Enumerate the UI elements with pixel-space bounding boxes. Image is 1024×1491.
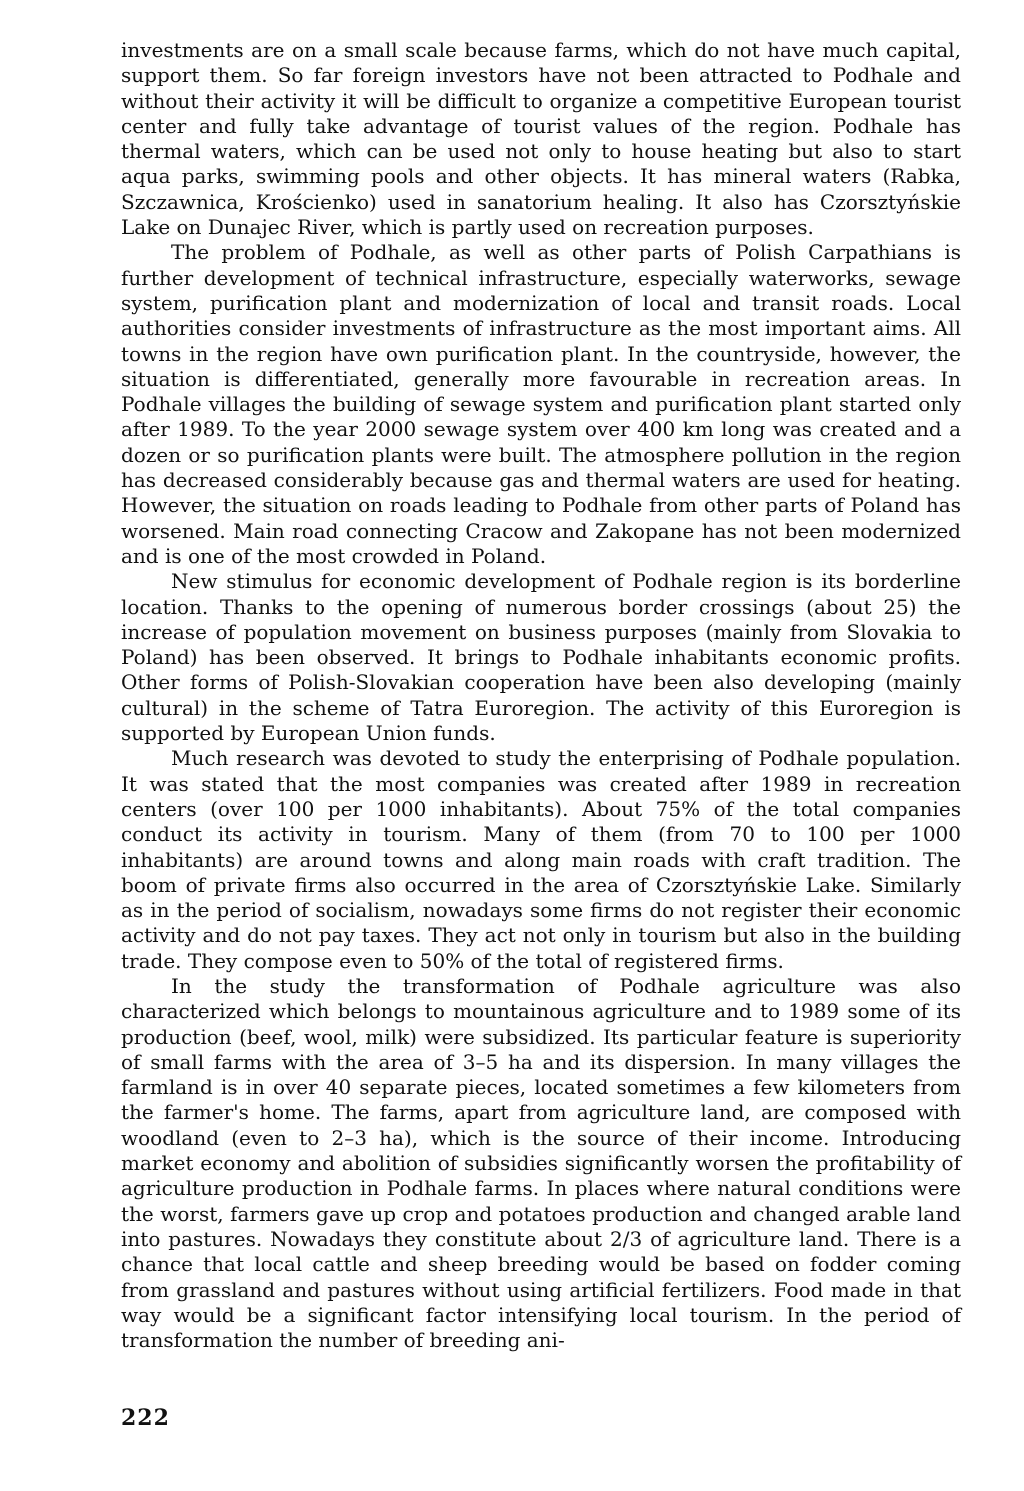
- paragraph-infrastructure-investment: investments are on a small scale because farms, which do not have much capital, support them. So far foreign investors have not been attracted to Podhale and without their activity it will be difficult to organize a competitive European tourist center and fully take advantage of tourist values of the region. Podhale has thermal waters, which can be used not only to house heating but also to start aqua parks, swimming pools and other objects. It has mineral waters (Rabka, Szczawnica, Krościenko) used in sanatorium healing. It also has Czorsztyńskie Lake on Dunajec River, which is partly used on recreation purposes.: [121, 38, 961, 240]
- paragraph-borderline-location: New stimulus for economic development of Podhale region is its borderline location. Thanks to the opening of numerous border crossings (about 25) the increase of population movement on business purposes (mainly from Slovakia to Poland) has been observed. It brings to Podhale inhabitants economic profits. Other forms of Polish-Slovakian cooperation have been also developing (mainly cultural) in the scheme of Tatra Euroregion. The activity of this Euroregion is supported by European Union funds.: [121, 569, 961, 746]
- paragraph-agriculture-transformation: In the study the transformation of Podhale agriculture was also characterized which belongs to mountainous agriculture and to 1989 some of its production (beef, wool, milk) were subsidized. Its particular feature is superiority of small farms with the area of 3–5 ha and its dispersion. In many villages the farmland is in over 40 separate pieces, located sometimes a few kilometers from the farmer's home. The farms, apart from agriculture land, are composed with woodland (even to 2–3 ha), which is the source of their income. Introducing market economy and abolition of subsidies significantly worsen the profitability of agriculture production in Podhale farms. In places where natural conditions were the worst, farmers gave up crop and potatoes production and changed arable land into pastures. Nowadays they constitute about 2/3 of agriculture land. There is a chance that local cattle and sheep breeding would be based on fodder coming from grassland and pastures without using artificial fertilizers. Food made in that way would be a significant factor intensifying local tourism. In the period of transformation the number of breeding ani-: [121, 973, 961, 1353]
- paragraph-enterprising-population: Much research was devoted to study the enterprising of Podhale population. It was stated that the most companies was created after 1989 in recreation centers (over 100 per 1000 inhabitants). About 75% of the total companies conduct its activity in tourism. Many of them (from 70 to 100 per 1000 inhabitants) are around towns and along main roads with craft tradition. The boom of private firms also occurred in the area of Czorsztyńskie Lake. Similarly as in the period of socialism, nowadays some firms do not register their economic activity and do not pay taxes. They act not only in tourism but also in the building trade. They compose even to 50% of the total of registered firms.: [121, 746, 961, 973]
- document-body: [121, 38, 961, 1353]
- paragraph-technical-infrastructure: The problem of Podhale, as well as other parts of Polish Carpathians is further development of technical infrastructure, especially waterworks, sewage system, purification plant and modernization of local and transit roads. Local authorities consider investments of infrastructure as the most important aims. All towns in the region have own purification plant. In the countryside, however, the situation is differentiated, generally more favourable in recreation areas. In Podhale villages the building of sewage system and purification plant started only after 1989. To the year 2000 sewage system over 400 km long was created and a dozen or so purification plants were built. The atmosphere pollution in the region has decreased considerably because gas and thermal waters are used for heating. However, the situation on roads leading to Podhale from other parts of Poland has worsened. Main road connecting Cracow and Zakopane has not been modernized and is one of the most crowded in Poland.: [121, 240, 961, 568]
- page-number: 222: [121, 1405, 170, 1431]
